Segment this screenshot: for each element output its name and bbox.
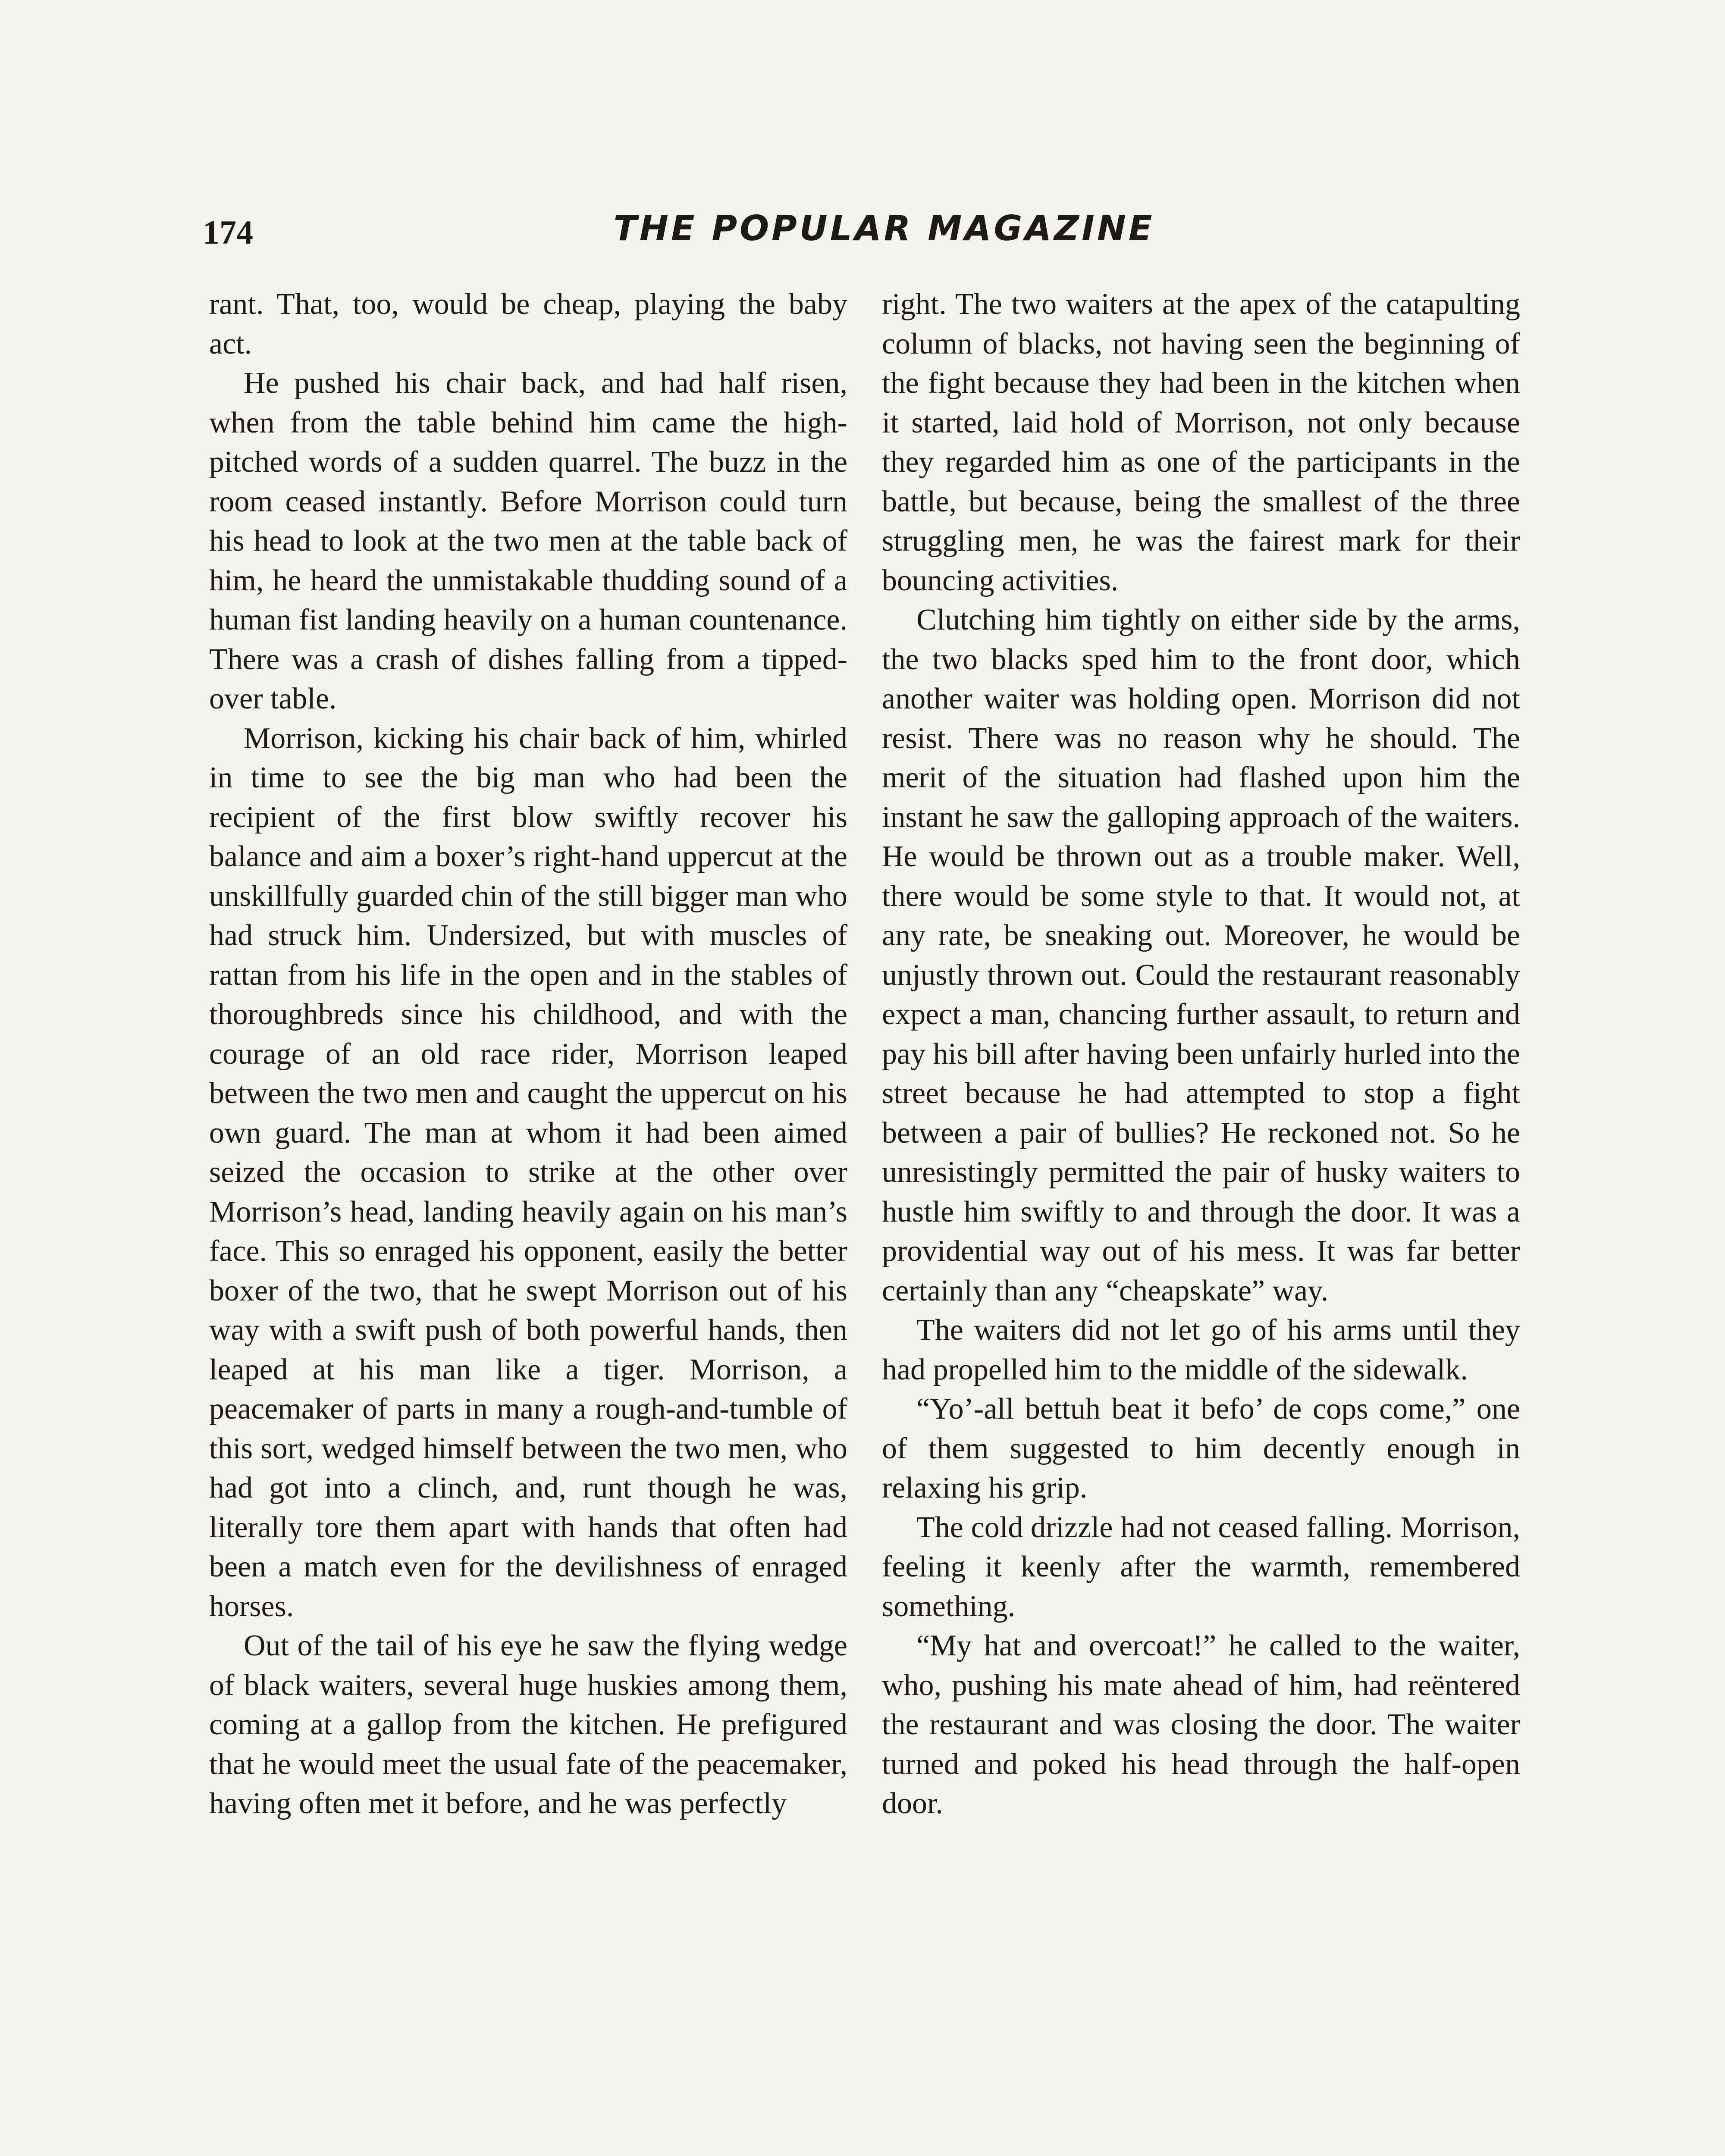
paragraph: Morrison, kicking his chair back of him, whirled in time to see the big man who had been the recipient of the first blow swiftly recover his balance and aim a boxer’s right-hand uppercut at the unskillfully guarded chin of the still bigger man who had struck him. Undersized, but with muscles of rattan from his life in the open and in the stables of thoroughbreds since his childhood, and with the courage of an old race rider, Morrison leaped between the two men and caught the uppercut on his own guard. The man at whom it had been aimed seized the occasion to strike at the other over Morrison’s head, landing heavily again on his man’s face. This so enraged his opponent, easily the better boxer of the two, that he swept Morrison out of his way with a swift push of both powerful hands, then leaped at his man like a tiger. Morrison, a peacemaker of parts in many a rough-and-tumble of this sort, wedged himself between the two men, who had got into a clinch, and, runt though he was, literally tore them apart with hands that often had been a match even for the devilishness of enraged horses. <box>209 721 847 1623</box>
running-head: THE POPULAR MAGAZINE <box>613 208 1155 248</box>
paragraph: He pushed his chair back, and had half risen, when from the table behind him came the high-pitched words of a sudden quarrel. The buzz in the room ceased instantly. Before Morrison could turn his head to look at the two men at the table back of him, he heard the unmistakable thudding sound of a human fist landing heavily on a human countenance. There was a crash of dishes falling from a tipped-over table. <box>209 367 847 715</box>
right-column <box>882 285 1520 1824</box>
paragraph: Clutching him tightly on either side by the arms, the two blacks sped him to the front door, which another waiter was holding open. Morrison did not resist. There was no reason why he should. The merit of the situation had flashed upon him the instant he saw the galloping approach of the waiters. He would be thrown out as a trouble maker. Well, there would be some style to that. It would not, at any rate, be sneaking out. Moreover, he would be unjustly thrown out. Could the restaurant reasonably expect a man, chancing further assault, to return and pay his bill after having been unfairly hurled into the street because he had attempted to stop a fight between a pair of bullies? He reckoned not. So he unresistingly permitted the pair of husky waiters to hustle him swiftly to and through the door. It was a providential way out of his mess. It was far better certainly than any “cheapskate” way. <box>882 603 1520 1307</box>
paragraph: Out of the tail of his eye he saw the flying wedge of black waiters, several huge huskies among them, coming at a gallop from the kitchen. He prefigured that he would meet the usual fate of the peacemaker, having often met it before, and he was perfectly <box>209 1629 847 1820</box>
paragraph: rant. That, too, would be cheap, playing the baby act. <box>209 288 847 360</box>
paragraph: The cold drizzle had not ceased falling. Morrison, feeling it keenly after the warmth, remembered something. <box>882 1510 1520 1623</box>
paragraph: “Yo’-all bettuh beat it befo’ de cops come,” one of them suggested to him decently enough in relaxing his grip. <box>882 1392 1520 1504</box>
paragraph: “My hat and overcoat!” he called to the waiter, who, pushing his mate ahead of him, had reëntered the restaurant and was closing the door. The waiter turned and poked his head through the half-open door. <box>882 1629 1520 1820</box>
paragraph: The waiters did not let go of his arms until they had propelled him to the middle of the sidewalk. <box>882 1313 1520 1386</box>
left-column <box>209 285 847 1824</box>
page-number: 174 <box>203 213 253 251</box>
paragraph: right. The two waiters at the apex of the catapulting column of blacks, not having seen the beginning of the fight because they had been in the kitchen when it started, laid hold of Morrison, not only because they regarded him as one of the participants in the battle, but because, being the smallest of the three struggling men, he was the fairest mark for their bouncing activities. <box>882 288 1520 597</box>
